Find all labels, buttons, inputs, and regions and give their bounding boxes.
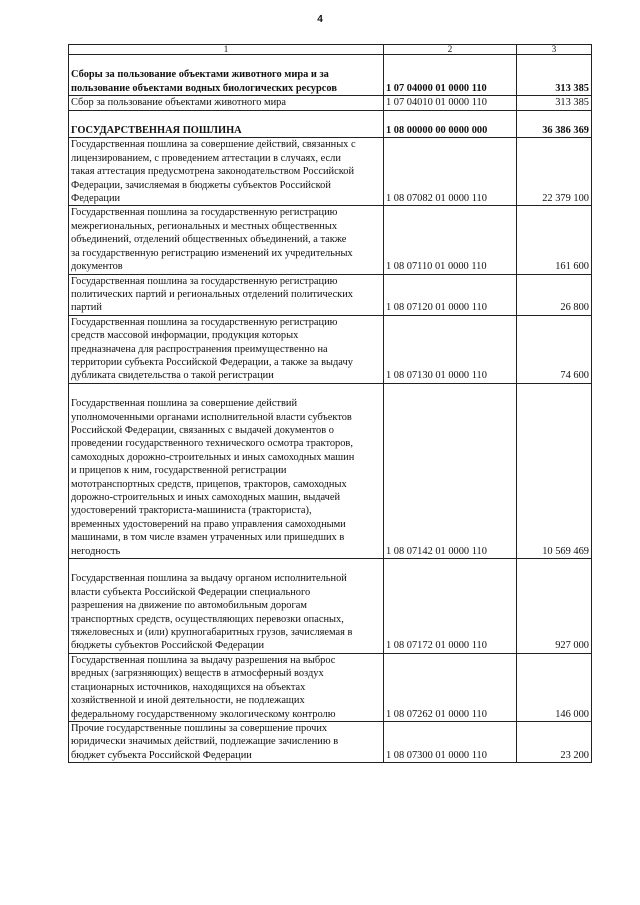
row-code: 1 08 07142 01 0000 110 [384,383,517,558]
table-row [69,721,592,762]
revenue-table [68,44,592,763]
row-amount: 10 569 469 [517,383,592,558]
table-row [69,138,592,206]
row-amount: 22 379 100 [517,138,592,206]
row-code: 1 08 07262 01 0000 110 [384,653,517,721]
row-code: 1 08 07110 01 0000 110 [384,206,517,274]
row-description: Государственная пошлина за государственную регистрацию политических партий и региональных отделений политических партий [69,274,384,315]
row-amount: 927 000 [517,559,592,654]
row-description: Государственная пошлина за государственную регистрацию межрегиональных, региональных и местных общественных объединений, отделений общественных объединений, а также за государственную регистрацию изменений их учредительных документов [69,206,384,274]
row-description: Сборы за пользование объектами животного мира и за пользование объектами водных биологических ресурсов [69,55,384,96]
row-description: Прочие государственные пошлины за совершение прочих юридически значимых действий, подлежащие зачислению в бюджет субъекта Российской Федерации [69,721,384,762]
row-code: 1 08 07300 01 0000 110 [384,721,517,762]
row-description: Государственная пошлина за совершение действий, связанных с лицензированием, с проведением аттестации в случаях, если такая аттестация предусмотрена законодательством Российской Федерации, зачисляемая в бюджеты субъектов Российской Федерации [69,138,384,206]
header-col-2: 2 [384,45,517,55]
row-code: 1 07 04010 01 0000 110 [384,96,517,110]
row-amount: 313 385 [517,55,592,96]
table-row [69,315,592,383]
row-description: Государственная пошлина за совершение действий уполномоченными органами исполнительной власти субъектов Российской Федерации, связанных с выдачей документов о проведении государственного технического осмотра тракторов, самоходных дорожно-строительных и иных самоходных машин и прицепов к ним, государственной регистрации мототранспортных средств, прицепов, тракторов, самоходных дорожно-строительных и иных самоходных машин, выдачей удостоверений тракториста-машиниста (тракториста), временных удостоверений на право управления самоходными машинами, в том числе взамен утраченных или пришедших в негодность [69,383,384,558]
row-amount: 74 600 [517,315,592,383]
table-row [69,653,592,721]
row-description: Сбор за пользование объектами животного мира [69,96,384,110]
row-code: 1 08 00000 00 0000 000 [384,110,517,138]
header-col-3: 3 [517,45,592,55]
table-row [69,55,592,96]
table-header-row [69,45,592,55]
row-code: 1 07 04000 01 0000 110 [384,55,517,96]
table-row [69,96,592,110]
row-code: 1 08 07172 01 0000 110 [384,559,517,654]
header-col-1: 1 [69,45,384,55]
row-amount: 23 200 [517,721,592,762]
row-amount: 313 385 [517,96,592,110]
table-row [69,383,592,558]
row-amount: 146 000 [517,653,592,721]
row-description: Государственная пошлина за государственную регистрацию средств массовой информации, продукция которых предназначена для распространения преимущественно на территории субъекта Российской Федерации, а также за выдачу дубликата свидетельства о такой регистрации [69,315,384,383]
row-code: 1 08 07120 01 0000 110 [384,274,517,315]
row-amount: 26 800 [517,274,592,315]
row-amount: 161 600 [517,206,592,274]
page-number: 4 [317,14,323,25]
row-description: ГОСУДАРСТВЕННАЯ ПОШЛИНА [69,110,384,138]
row-code: 1 08 07082 01 0000 110 [384,138,517,206]
row-description: Государственная пошлина за выдачу разрешения на выброс вредных (загрязняющих) веществ в атмосферный воздух стационарных источников, находящихся на объектах хозяйственной и иной деятельности, не подлежащих федеральному государственному экологическому контролю [69,653,384,721]
row-amount: 36 386 369 [517,110,592,138]
table-row [69,110,592,138]
table-row [69,559,592,654]
row-code: 1 08 07130 01 0000 110 [384,315,517,383]
table-row [69,274,592,315]
row-description: Государственная пошлина за выдачу органом исполнительной власти субъекта Российской Федерации специального разрешения на движение по автомобильным дорогам транспортных средств, осуществляющих перевозки опасных, тяжеловесных и (или) крупногабаритных грузов, зачисляемая в бюджеты субъектов Российской Федерации [69,559,384,654]
table-row [69,206,592,274]
